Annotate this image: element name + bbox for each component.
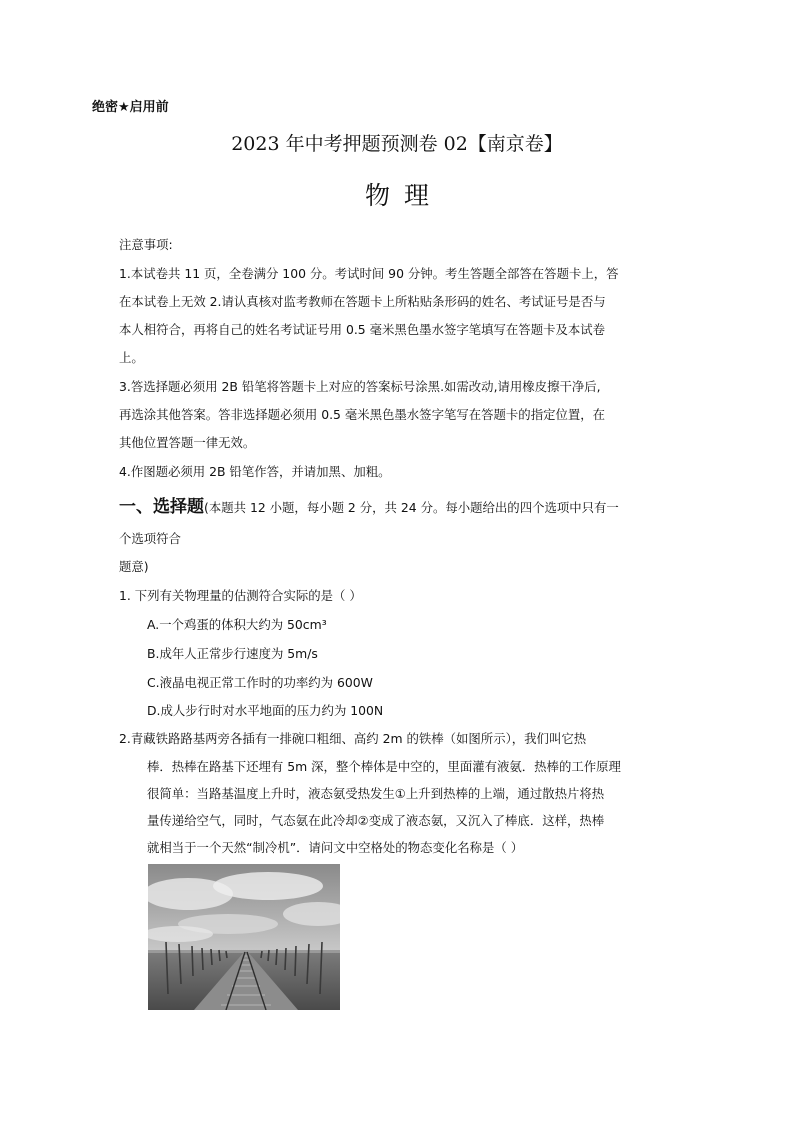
question-2-line: 量传递给空气，同时，气态氨在此冷却②变成了液态氨，又沉入了棒底．这样，热棒 [147, 813, 605, 828]
question-1-option-a: A.一个鸡蛋的体积大约为 50cm³ [147, 617, 327, 632]
exam-title: 2023 年中考押题预测卷 02【南京卷】 [231, 133, 563, 155]
question-1-option-b: B.成年人正常步行速度为 5m/s [147, 646, 318, 661]
section-description: (本题共 12 小题，每小题 2 分，共 24 分。每小题给出的四个选项中只有一 [204, 500, 619, 515]
railway-heat-rod-photo [148, 864, 340, 1010]
question-2-line: 2.青藏铁路路基两旁各插有一排碗口粗细、高约 2m 的铁棒（如图所示），我们叫它热 [119, 731, 587, 746]
question-1-option-d: D.成人步行时对水平地面的压力约为 100N [147, 703, 384, 718]
section-heading-line [119, 492, 619, 517]
notice-line: 1.本试卷共 11 页，全卷满分 100 分。考试时间 90 分钟。考生答题全部答在答题卡上，答 [119, 266, 619, 281]
subject-title: 物理 [364, 181, 443, 210]
notice-line: 在本试卷上无效 2.请认真核对监考教师在答题卡上所粘贴条形码的姓名、考试证号是否与 [119, 294, 606, 309]
question-2-line: 很简单：当路基温度上升时，液态氨受热发生①上升到热棒的上端，通过散热片将热 [147, 786, 605, 801]
question-1-stem: 1. 下列有关物理量的估测符合实际的是（ ） [119, 588, 362, 603]
question-2-line: 就相当于一个天然“制冷机”．请问文中空格处的物态变化名称是（ ） [147, 840, 524, 855]
notice-line: 本人相符合，再将自己的姓名考试证号用 0.5 毫米黑色墨水签字笔填写在答题卡及本试卷 [119, 322, 606, 337]
notice-line: 3.答选择题必须用 2B 铅笔将答题卡上对应的答案标号涂黑.如需改动,请用橡皮擦干净后, [119, 379, 601, 394]
section-description-cont: 个选项符合 [119, 531, 181, 546]
question-2-line: 棒．热棒在路基下还埋有 5m 深，整个棒体是中空的，里面灌有液氨．热棒的工作原理 [147, 759, 621, 774]
secret-mark: 绝密★启用前 [92, 100, 169, 115]
section-description-cont: 题意) [119, 559, 149, 574]
section-heading: 一、选择题 [119, 497, 204, 517]
notice-line: 其他位置答题一律无效。 [119, 435, 256, 450]
notice-line: 4.作图题必须用 2B 铅笔作答，并请加黑、加粗。 [119, 464, 391, 479]
notice-heading: 注意事项: [119, 237, 173, 252]
notice-line: 再选涂其他答案。答非选择题必须用 0.5 毫米黑色墨水签字笔写在答题卡的指定位置，在 [119, 407, 606, 422]
question-1-option-c: C.液晶电视正常工作时的功率约为 600W [147, 675, 373, 690]
notice-line: 上。 [119, 350, 144, 365]
